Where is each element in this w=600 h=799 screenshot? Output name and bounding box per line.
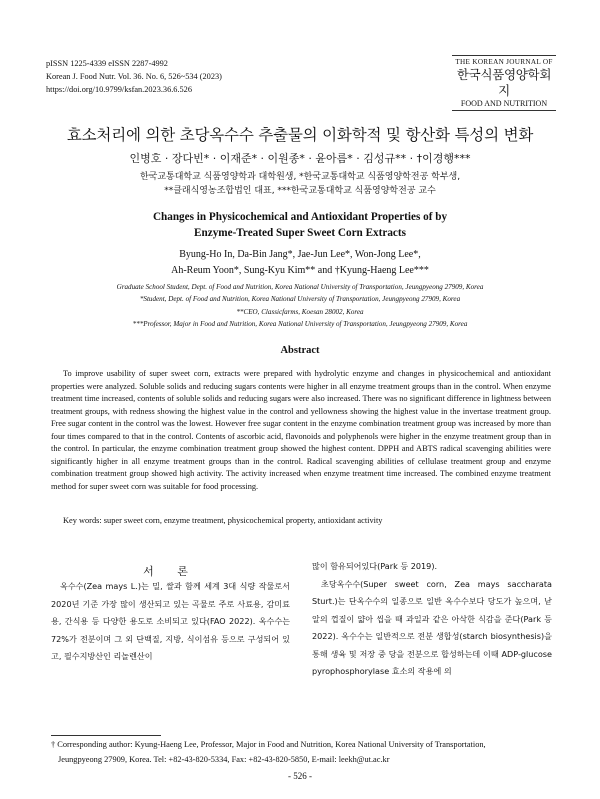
- body-column-right: [312, 558, 552, 681]
- footnote-divider: [51, 735, 161, 736]
- paper-title-korean: 효소처리에 의한 초당옥수수 추출물의 이화학적 및 항산화 특성의 변화: [66, 126, 534, 144]
- affiliation-en: Graduate School Student, Dept. of Food and Nutrition, Korea National University of Transportation, Jeungpyeong 27909, Korea: [116, 283, 484, 291]
- title-en-line-1: Changes in Physicochemical and Antioxidant Properties of by: [152, 211, 448, 223]
- corresponding-author-footnote: [51, 738, 561, 767]
- affiliation-en: ***Professor, Major in Food and Nutrition, Korea National University of Transportation, Jeungpyeong 27909, Korea: [132, 320, 468, 329]
- journal-rule-top: [452, 55, 556, 56]
- journal-logo: [452, 55, 556, 111]
- intro-paragraph: 초당옥수수(Super sweet corn, Zea mays saccharata Sturt.)는 단옥수수의 일종으로 일반 옥수수보다 당도가 높으며, 낟알의 껍질이 얇아 씹을 때 과일과 같은 아삭한 식감을 준다(Park 등 2022). 옥수수는 일반적으로 전분 생합성(starch biosynthesis)을 통해 생육 및 저장 중 당을 전분으로 합성하는데 이때 ADP-glucose pyrophosphorylase 효소의 작용에 의: [312, 578, 552, 676]
- abstract-heading: Abstract: [280, 345, 320, 356]
- citation-line: Korean J. Food Nutr. Vol. 36. No. 6, 526~534 (2023): [46, 72, 222, 81]
- page-number: - 526 -: [288, 771, 312, 781]
- abstract-text: To improve usability of super sweet corn, extracts were prepared with hydrolytic enzyme and changes in physicochemical and antioxidant properties were analyzed. Soluble solids and reducing sugars contents were higher in all enzyme treatment groups than in the control. When enzyme treatment time increased, contents of soluble solids and reducing sugars were also increased. There was no significant difference in lightness between treatment groups, with redness showing the highest value in the control and yellowness showing the highest value in the invertase treatment group. Free sugar content in the control was the lowest. However free sugar content in the enzyme combination treatment group was increased by more than four times compared to that in the control. Contents of ascorbic acid, flavonoids and polyphenols were higher in the enzyme treatment group than in the control. In particular, the enzyme combination treatment group showed the highest content. DPPH and ABTS radical scavenging abilities were significantly higher in all enzyme treatment groups than in the control. Radical scavenging abilities of cellulase treatment group and enzyme combination treatment group showed high activity. The activity increased when enzyme treatment time increased. The combined enzyme treatment method for super sweet corn was suitable for food processing.: [51, 369, 551, 491]
- authors-en-line-1: Byung-Ho In, Da-Bin Jang*, Jae-Jun Lee*, Won-Jong Lee*,: [179, 249, 421, 260]
- footnote-line-2: Jeungpyeong 27909, Korea. Tel: +82-43-820-5334, Fax: +82-43-820-5850, E-mail: leekh@ut.ac.kr: [58, 754, 390, 764]
- intro-paragraph: 옥수수(Zea mays L.)는 밀, 쌀과 함께 세계 3대 식량 작물로서 2020년 기준 가장 많이 생산되고 있는 곡물로 주로 사료용, 감미료용, 간식용 등 다양한 용도로 소비되고 있다(FAO 2022). 옥수수는 72%가 전분이며 그 외 단백질, 지방, 식이섬유 등으로 구성되어 있고, 필수지방산인 리놀렌산이: [51, 581, 290, 661]
- intro-paragraph-continuation: 많이 함유되어있다(Park 등 2019).: [312, 561, 438, 571]
- issn-line: pISSN 1225-4339 eISSN 2287-4992: [46, 59, 168, 68]
- authors-english: [0, 247, 600, 279]
- paper-title-english: [0, 209, 600, 241]
- citation-block: [46, 57, 222, 96]
- doi-link[interactable]: https://doi.org/10.9799/ksfan.2023.36.6.526: [46, 85, 192, 94]
- authors-korean: 인병호 · 장다빈* · 이재준* · 이원종* · 윤아름* · 김성규** · †이경행***: [129, 152, 471, 165]
- keywords: Key words: super sweet corn, enzyme treatment, physicochemical property, antioxidant activity: [63, 516, 383, 525]
- journal-name-en-top: THE KOREAN JOURNAL OF: [455, 58, 553, 66]
- affiliation-korean-2: **클래식영농조합법인 대표, ***한국교통대학교 식품영양학전공 교수: [164, 186, 436, 196]
- affiliation-en: *Student, Dept. of Food and Nutrition, Korea National University of Transportation, Jeungpyeong 27909, Korea: [139, 295, 461, 304]
- title-en-line-2: Enzyme-Treated Super Sweet Corn Extracts: [194, 227, 406, 239]
- affiliations-english: [0, 281, 600, 331]
- affiliation-korean-1: 한국교통대학교 식품영양학과 대학원생, *한국교통대학교 식품영양학전공 학부생,: [139, 172, 461, 182]
- body-column-left: [51, 578, 290, 666]
- section-heading-introduction: 서 론: [143, 565, 198, 578]
- authors-en-line-2: Ah-Reum Yoon*, Sung-Kyu Kim** and †Kyung-Haeng Lee***: [171, 265, 429, 276]
- journal-name-en-bottom: FOOD AND NUTRITION: [452, 99, 556, 111]
- journal-name-ko: 한국식품영양학회지: [456, 67, 552, 98]
- affiliation-en: **CEO, Classicfarms, Koesan 28002, Korea: [236, 307, 364, 316]
- abstract-body: [51, 368, 551, 493]
- footnote-line-1: † Corresponding author: Kyung-Haeng Lee, Professor, Major in Food and Nutrition, Korea National University of Transportation,: [51, 740, 486, 749]
